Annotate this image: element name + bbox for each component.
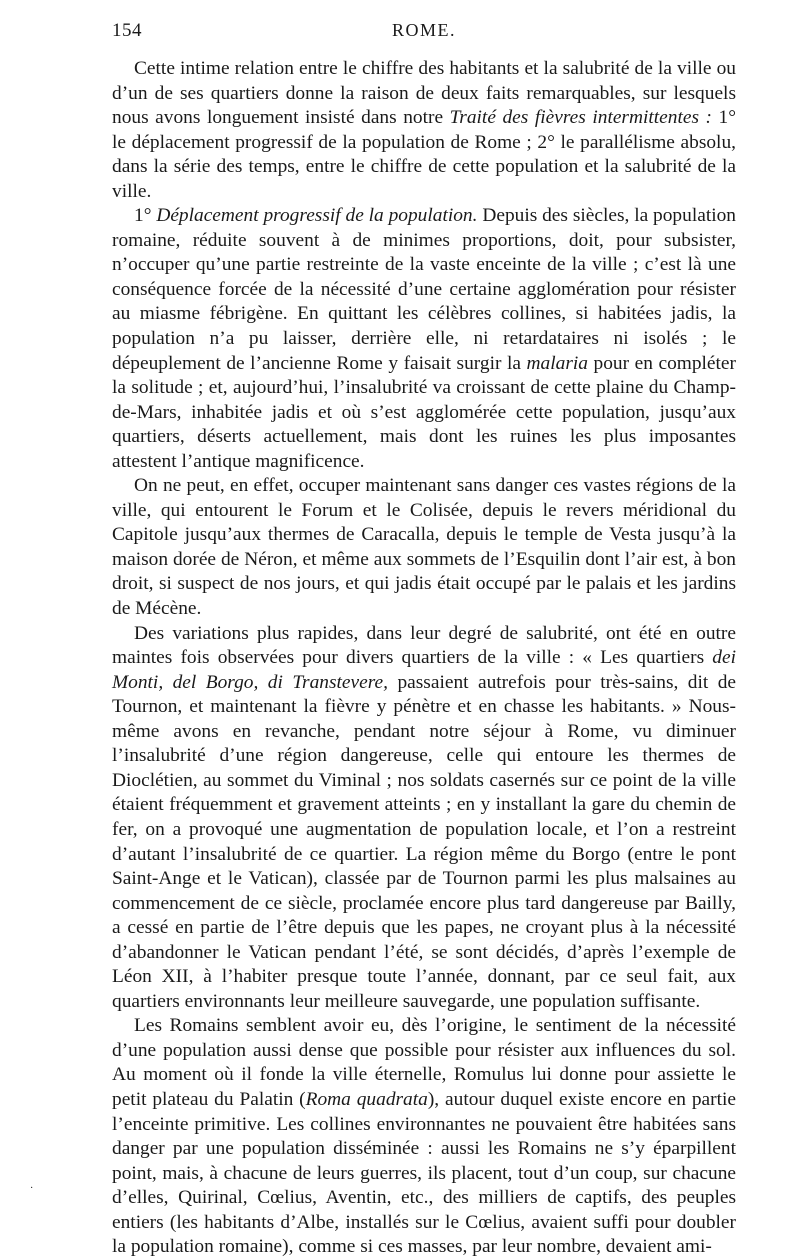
page-number: 154: [112, 20, 142, 41]
page-header: [112, 20, 736, 50]
text-run: 1°: [134, 205, 157, 227]
text-run: 1° le déplacement progressif de la population de Rome ; 2° le parallélisme absolu, dans la série des temps, entre le chiffre de cette population et la salubrité de la ville.: [112, 107, 736, 202]
text-run: ), autour duquel existe encore en partie l’enceinte primitive. Les collines environnantes ne pouvaient être habitées sans danger par une population disséminée : aussi les Romains ne s’y éparpillent point, mais, à chacune de leurs guerres, ils placent, tout d’un coup, sur chacune d’elles, Quirinal, Cœlius, Aventin, etc., des milliers de captifs, des peuples entiers (les habitants d’Albe, installés sur le Cœlius, avaient suffi pour doubler la population romaine), comme si ces masses, par leur nombre, devaient ami-: [112, 1088, 736, 1258]
text-run: Des variations plus rapides, dans leur degré de salubrité, ont été en outre maintes fois observées pour divers quartiers de la ville : « Les quartiers: [112, 622, 736, 669]
text-run: Depuis des siècles, la population romaine, réduite souvent à de minimes proportions, doit, pour subsister, n’occuper qu’une partie restreinte de la vaste enceinte de la ville ; c’est là une conséquence forcée de la nécessité d’une certaine agglomération pour résister au miasme fébrigène. En quittant les célèbres collines, si habitées jadis, la population n’a pu laisser, derrière elle, ni retardataires ni isolés ; le dépeuplement de l’ancienne Rome y faisait surgir la: [112, 205, 736, 374]
paragraph: [112, 474, 736, 621]
paragraph: [112, 622, 736, 1015]
italic-text: Déplacement progressif de la population.: [156, 205, 478, 227]
paragraph: [112, 57, 736, 204]
italic-text: malaria: [526, 352, 588, 374]
text-run: Cette intime relation entre le chiffre des habitants et la salubrité de la ville ou d’un de ses quartiers donne la raison de deux faits remarquables, sur lesquels nous avons longuement insisté dans notre: [112, 58, 736, 129]
text-run: passaient autrefois pour très-sains, dit de Tournon, et maintenant la fièvre y pénètre et en chasse les habitants. » Nous-même avons en revanche, pendant notre séjour à Rome, vu diminuer l’insalubrité d’une région dangereuse, celle qui entoure les thermes de Dioclétien, au sommet du Viminal ; nos soldats casernés sur ce point de la ville étaient fréquemment et gravement atteints ; en y installant la gare du chemin de fer, on a provoqué une augmentation de population locale, et l’on a restreint d’autant l’insalubrité de ce quartier. La région même du Borgo (entre le pont Saint-Ange et le Vatican), classée par de Tournon parmi les plus malsaines au commencement de ce siècle, proclamée encore plus tard dangereuse par Bailly, a cessé en partie de l’être depuis que les papes, ne croyant plus à la nécessité d’abandonner le Vatican pendant l’été, se sont décidés, d’après l’exemple de Léon XII, à l’habiter presque toute l’année, donnant, par ce seul fait, aux quartiers environnants leur meilleure sauvegarde, une population suffisante.: [112, 671, 736, 1012]
text-run: Les Romains semblent avoir eu, dès l’origine, le sentiment de la nécessité d’une population aussi dense que possible pour résister aux influences du sol. Au moment où il fonde la ville éternelle, Romulus lui donne pour assiette le petit plateau du Palatin (: [112, 1015, 736, 1110]
italic-text: Traité des fièvres intermittentes :: [449, 107, 712, 129]
text-run: On ne peut, en effet, occuper maintenant sans danger ces vastes régions de la ville, qui entourent le Forum et le Colisée, depuis le revers méridional du Capitole jusqu’aux thermes de Caracalla, depuis le temple de Vesta jusqu’à la maison dorée de Néron, et même aux sommets de l’Esquilin dont l’air est, à bon droit, si suspect de nos jours, et qui jadis était occupé par le palais et les jardins de Mécène.: [112, 475, 736, 620]
text-run: pour en compléter la solitude ; et, aujourd’hui, l’insalubrité va croissant de cette plaine du Champ-de-Mars, inhabitée jadis et où s’est agglomérée cette population, jusqu’aux quartiers, déserts actuellement, mais dont les ruines les plus imposantes attestent l’antique magnificence.: [112, 352, 736, 472]
body-text: [112, 57, 736, 1260]
running-title: ROME.: [391, 20, 456, 40]
paragraph: [112, 1014, 736, 1259]
stray-ink-mark: ·: [30, 1183, 34, 1194]
paragraph: [112, 204, 736, 474]
italic-text: Roma quadrata: [305, 1088, 428, 1110]
italic-text: dei Monti, del Borgo, di Transtevere,: [112, 647, 736, 693]
